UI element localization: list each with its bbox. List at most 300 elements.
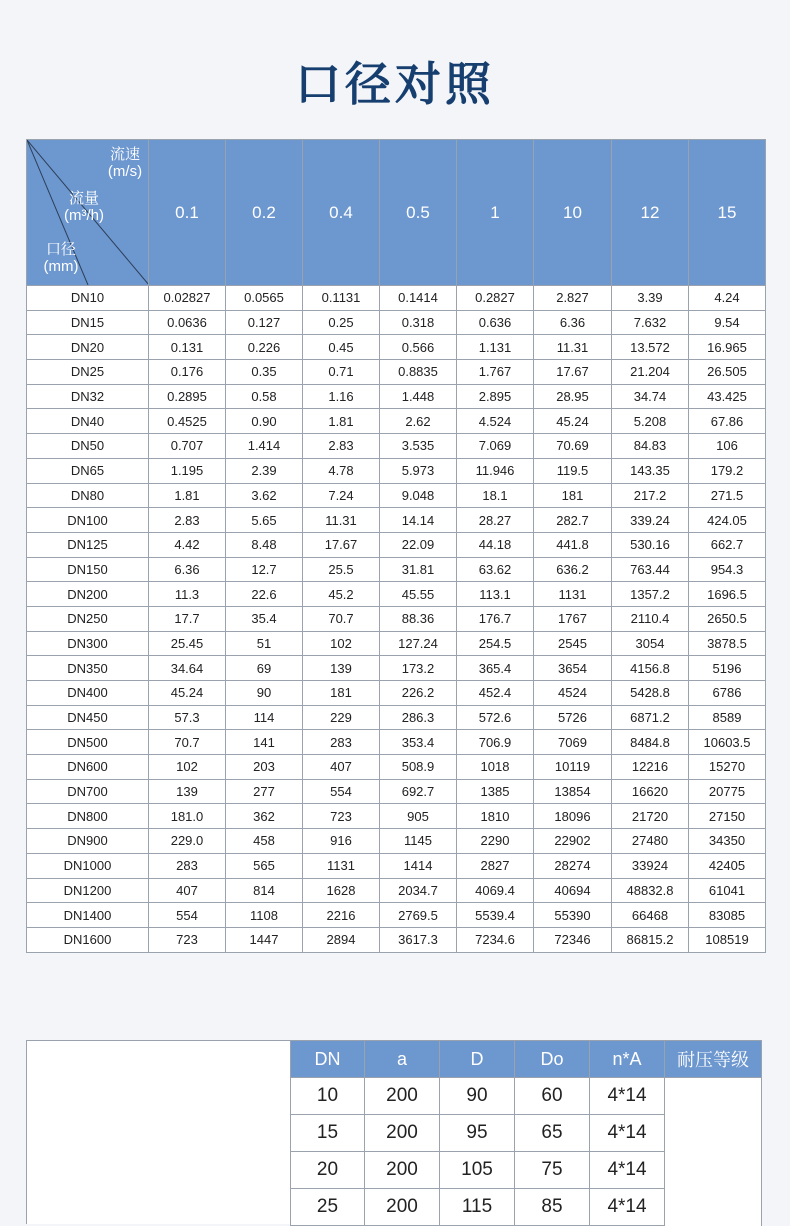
flange-spec-table <box>290 1040 762 1226</box>
flow-value-cell: 141 <box>226 730 303 755</box>
product-image-placeholder <box>26 1040 291 1224</box>
flow-value-cell: 692.7 <box>380 779 457 804</box>
table-row <box>27 903 766 928</box>
flow-value-cell: 15270 <box>689 755 766 780</box>
diameter-axis-label <box>31 241 91 275</box>
flow-value-cell: 86815.2 <box>612 927 689 952</box>
flow-value-cell: 5196 <box>689 656 766 681</box>
velocity-header: 0.4 <box>303 140 380 286</box>
flow-value-cell: 42405 <box>689 853 766 878</box>
flow-value-cell: 1447 <box>226 927 303 952</box>
flow-value-cell: 10603.5 <box>689 730 766 755</box>
flow-value-cell: 2110.4 <box>612 606 689 631</box>
flow-value-cell: 10119 <box>534 755 612 780</box>
flow-value-cell: 181.0 <box>149 804 226 829</box>
flow-value-cell: 1.414 <box>226 434 303 459</box>
flow-value-cell: 45.55 <box>380 582 457 607</box>
velocity-header: 10 <box>534 140 612 286</box>
flow-value-cell: 554 <box>303 779 380 804</box>
spec-dn-cell: 15 <box>291 1115 365 1152</box>
flow-value-cell: 45.24 <box>149 681 226 706</box>
table-row <box>27 681 766 706</box>
spec-header-pressure-grade: 耐压等级 <box>665 1041 762 1078</box>
flow-value-cell: 1385 <box>457 779 534 804</box>
flow-value-cell: 34350 <box>689 829 766 854</box>
flow-value-cell: 0.0565 <box>226 286 303 311</box>
diameter-cell: DN300 <box>27 631 149 656</box>
diameter-cell: DN15 <box>27 310 149 335</box>
flow-value-cell: 3.62 <box>226 483 303 508</box>
flow-value-cell: 25.5 <box>303 557 380 582</box>
flow-value-cell: 0.226 <box>226 335 303 360</box>
flow-value-cell: 45.24 <box>534 409 612 434</box>
flow-value-cell: 17.67 <box>534 360 612 385</box>
table-row <box>27 557 766 582</box>
flow-value-cell: 34.64 <box>149 656 226 681</box>
flow-value-cell: 3617.3 <box>380 927 457 952</box>
spec-a-cell: 200 <box>365 1115 440 1152</box>
flow-value-cell: 353.4 <box>380 730 457 755</box>
flow-value-cell: 5428.8 <box>612 681 689 706</box>
flow-value-cell: 67.86 <box>689 409 766 434</box>
flow-value-cell: 565 <box>226 853 303 878</box>
flow-value-cell: 283 <box>149 853 226 878</box>
flow-value-cell: 6871.2 <box>612 705 689 730</box>
flow-value-cell: 16.965 <box>689 335 766 360</box>
flow-value-cell: 362 <box>226 804 303 829</box>
spec-header-do: Do <box>515 1041 590 1078</box>
diameter-cell: DN150 <box>27 557 149 582</box>
flow-value-cell: 226.2 <box>380 681 457 706</box>
table-row <box>27 360 766 385</box>
flow-value-cell: 13854 <box>534 779 612 804</box>
flow-value-cell: 1.131 <box>457 335 534 360</box>
flow-value-cell: 1108 <box>226 903 303 928</box>
flow-value-cell: 916 <box>303 829 380 854</box>
flow-value-cell: 66468 <box>612 903 689 928</box>
diameter-cell: DN350 <box>27 656 149 681</box>
flow-value-cell: 0.1414 <box>380 286 457 311</box>
flow-value-cell: 8484.8 <box>612 730 689 755</box>
flow-value-cell: 108519 <box>689 927 766 952</box>
flow-value-cell: 0.35 <box>226 360 303 385</box>
table-row <box>27 508 766 533</box>
flow-value-cell: 7.632 <box>612 310 689 335</box>
diameter-cell: DN32 <box>27 384 149 409</box>
flow-rate-table <box>26 139 766 953</box>
table-row <box>27 532 766 557</box>
table-row <box>27 779 766 804</box>
flow-value-cell: 254.5 <box>457 631 534 656</box>
diameter-cell: DN10 <box>27 286 149 311</box>
diameter-cell: DN25 <box>27 360 149 385</box>
flow-value-cell: 2.83 <box>303 434 380 459</box>
flow-value-cell: 1810 <box>457 804 534 829</box>
flow-value-cell: 2827 <box>457 853 534 878</box>
flow-value-cell: 28.95 <box>534 384 612 409</box>
flow-value-cell: 0.2895 <box>149 384 226 409</box>
spec-na-cell: 4*14 <box>590 1115 665 1152</box>
table-row <box>27 755 766 780</box>
diameter-cell: DN1200 <box>27 878 149 903</box>
flow-value-cell: 16620 <box>612 779 689 804</box>
diameter-cell: DN900 <box>27 829 149 854</box>
flow-value-cell: 106 <box>689 434 766 459</box>
diameter-cell: DN1600 <box>27 927 149 952</box>
spec-header-d: D <box>440 1041 515 1078</box>
flow-value-cell: 1.81 <box>149 483 226 508</box>
flow-value-cell: 28.27 <box>457 508 534 533</box>
spec-d-cell: 105 <box>440 1152 515 1189</box>
flow-value-cell: 51 <box>226 631 303 656</box>
flow-value-cell: 0.131 <box>149 335 226 360</box>
flow-value-cell: 70.7 <box>149 730 226 755</box>
flow-value-cell: 31.81 <box>380 557 457 582</box>
spec-do-cell: 85 <box>515 1189 590 1226</box>
flow-value-cell: 176.7 <box>457 606 534 631</box>
velocity-header: 0.5 <box>380 140 457 286</box>
flow-unit: (m³/h) <box>64 207 104 224</box>
flow-value-cell: 114 <box>226 705 303 730</box>
flow-value-cell: 143.35 <box>612 458 689 483</box>
diameter-cell: DN250 <box>27 606 149 631</box>
flow-value-cell: 14.14 <box>380 508 457 533</box>
flow-value-cell: 2034.7 <box>380 878 457 903</box>
spec-a-cell: 200 <box>365 1078 440 1115</box>
velocity-axis-label <box>97 146 149 180</box>
flow-value-cell: 9.54 <box>689 310 766 335</box>
flow-value-cell: 173.2 <box>380 656 457 681</box>
diameter-cell: DN80 <box>27 483 149 508</box>
table-row <box>27 582 766 607</box>
spec-table-header-row <box>291 1041 762 1078</box>
flow-value-cell: 286.3 <box>380 705 457 730</box>
flow-value-cell: 1767 <box>534 606 612 631</box>
flow-value-cell: 0.2827 <box>457 286 534 311</box>
flow-value-cell: 8.48 <box>226 532 303 557</box>
flow-value-cell: 7.069 <box>457 434 534 459</box>
flow-value-cell: 723 <box>303 804 380 829</box>
flow-value-cell: 12.7 <box>226 557 303 582</box>
flow-value-cell: 22902 <box>534 829 612 854</box>
flow-value-cell: 43.425 <box>689 384 766 409</box>
flow-value-cell: 2.83 <box>149 508 226 533</box>
flow-value-cell: 72346 <box>534 927 612 952</box>
table-row <box>27 384 766 409</box>
flow-value-cell: 365.4 <box>457 656 534 681</box>
spec-header-na: n*A <box>590 1041 665 1078</box>
flow-value-cell: 2.827 <box>534 286 612 311</box>
flow-value-cell: 2545 <box>534 631 612 656</box>
flow-value-cell: 11.3 <box>149 582 226 607</box>
flow-value-cell: 2216 <box>303 903 380 928</box>
flow-value-cell: 181 <box>303 681 380 706</box>
flow-value-cell: 5539.4 <box>457 903 534 928</box>
table-row <box>27 409 766 434</box>
flow-value-cell: 57.3 <box>149 705 226 730</box>
flow-value-cell: 723 <box>149 927 226 952</box>
table-row <box>27 804 766 829</box>
spec-dn-cell: 25 <box>291 1189 365 1226</box>
flow-value-cell: 0.0636 <box>149 310 226 335</box>
flow-value-cell: 21720 <box>612 804 689 829</box>
spec-dn-cell: 10 <box>291 1078 365 1115</box>
spec-d-cell: 90 <box>440 1078 515 1115</box>
flow-value-cell: 4.524 <box>457 409 534 434</box>
flow-value-cell: 1.448 <box>380 384 457 409</box>
spec-na-cell: 4*14 <box>590 1189 665 1226</box>
spec-header-dn: DN <box>291 1041 365 1078</box>
spec-na-cell: 4*14 <box>590 1152 665 1189</box>
spec-do-cell: 65 <box>515 1115 590 1152</box>
table-row <box>27 434 766 459</box>
diameter-cell: DN800 <box>27 804 149 829</box>
flow-value-cell: 25.45 <box>149 631 226 656</box>
flow-value-cell: 84.83 <box>612 434 689 459</box>
flow-value-cell: 706.9 <box>457 730 534 755</box>
flow-value-cell: 5.973 <box>380 458 457 483</box>
spec-header-a: a <box>365 1041 440 1078</box>
spec-d-cell: 115 <box>440 1189 515 1226</box>
flow-value-cell: 45.2 <box>303 582 380 607</box>
flow-value-cell: 0.566 <box>380 335 457 360</box>
flow-value-cell: 69 <box>226 656 303 681</box>
flow-value-cell: 424.05 <box>689 508 766 533</box>
flow-value-cell: 11.31 <box>303 508 380 533</box>
diameter-cell: DN20 <box>27 335 149 360</box>
flow-value-cell: 20775 <box>689 779 766 804</box>
flow-value-cell: 662.7 <box>689 532 766 557</box>
page-title: 口径对照 <box>295 57 495 111</box>
velocity-header: 1 <box>457 140 534 286</box>
flow-value-cell: 1696.5 <box>689 582 766 607</box>
flow-value-cell: 2650.5 <box>689 606 766 631</box>
flow-value-cell: 554 <box>149 903 226 928</box>
flow-value-cell: 636.2 <box>534 557 612 582</box>
flow-value-cell: 21.204 <box>612 360 689 385</box>
flow-value-cell: 530.16 <box>612 532 689 557</box>
flow-value-cell: 2.62 <box>380 409 457 434</box>
flow-value-cell: 1357.2 <box>612 582 689 607</box>
spec-dn-cell: 20 <box>291 1152 365 1189</box>
flow-value-cell: 127.24 <box>380 631 457 656</box>
flow-value-cell: 458 <box>226 829 303 854</box>
diameter-unit: (mm) <box>43 258 79 275</box>
flow-value-cell: 4069.4 <box>457 878 534 903</box>
flow-value-cell: 2.895 <box>457 384 534 409</box>
table-row <box>27 829 766 854</box>
velocity-header: 12 <box>612 140 689 286</box>
flow-value-cell: 18096 <box>534 804 612 829</box>
flow-value-cell: 441.8 <box>534 532 612 557</box>
flow-value-cell: 12216 <box>612 755 689 780</box>
flow-value-cell: 1131 <box>534 582 612 607</box>
table-row <box>27 606 766 631</box>
flow-value-cell: 113.1 <box>457 582 534 607</box>
flow-value-cell: 452.4 <box>457 681 534 706</box>
velocity-header: 0.2 <box>226 140 303 286</box>
flow-value-cell: 283 <box>303 730 380 755</box>
table-row <box>27 705 766 730</box>
flow-value-cell: 90 <box>226 681 303 706</box>
flow-value-cell: 55390 <box>534 903 612 928</box>
diameter-cell: DN700 <box>27 779 149 804</box>
flow-value-cell: 88.36 <box>380 606 457 631</box>
flow-value-cell: 0.636 <box>457 310 534 335</box>
flow-value-cell: 8589 <box>689 705 766 730</box>
flow-value-cell: 0.176 <box>149 360 226 385</box>
flow-value-cell: 139 <box>149 779 226 804</box>
diameter-cell: DN50 <box>27 434 149 459</box>
flow-value-cell: 0.71 <box>303 360 380 385</box>
diameter-cell: DN400 <box>27 681 149 706</box>
flow-value-cell: 2894 <box>303 927 380 952</box>
flow-value-cell: 4524 <box>534 681 612 706</box>
flow-value-cell: 203 <box>226 755 303 780</box>
flow-value-cell: 277 <box>226 779 303 804</box>
flow-value-cell: 1.195 <box>149 458 226 483</box>
flow-value-cell: 407 <box>149 878 226 903</box>
flow-value-cell: 508.9 <box>380 755 457 780</box>
flow-value-cell: 229.0 <box>149 829 226 854</box>
flow-value-cell: 9.048 <box>380 483 457 508</box>
flow-value-cell: 13.572 <box>612 335 689 360</box>
flow-value-cell: 139 <box>303 656 380 681</box>
flow-value-cell: 40694 <box>534 878 612 903</box>
flow-value-cell: 17.7 <box>149 606 226 631</box>
velocity-header: 0.1 <box>149 140 226 286</box>
flow-value-cell: 954.3 <box>689 557 766 582</box>
flow-value-cell: 6.36 <box>149 557 226 582</box>
flow-value-cell: 2.39 <box>226 458 303 483</box>
flow-value-cell: 102 <box>149 755 226 780</box>
flow-value-cell: 1.767 <box>457 360 534 385</box>
table-row <box>27 927 766 952</box>
diameter-cell: DN600 <box>27 755 149 780</box>
flow-value-cell: 18.1 <box>457 483 534 508</box>
velocity-unit: (m/s) <box>107 163 143 180</box>
flow-value-cell: 217.2 <box>612 483 689 508</box>
flow-value-cell: 229 <box>303 705 380 730</box>
table-row <box>27 335 766 360</box>
table-row <box>291 1078 762 1115</box>
flow-value-cell: 0.8835 <box>380 360 457 385</box>
flow-value-cell: 48832.8 <box>612 878 689 903</box>
flow-value-cell: 0.4525 <box>149 409 226 434</box>
flow-value-cell: 3.39 <box>612 286 689 311</box>
flow-value-cell: 119.5 <box>534 458 612 483</box>
flow-value-cell: 572.6 <box>457 705 534 730</box>
flow-value-cell: 27150 <box>689 804 766 829</box>
spec-do-cell: 75 <box>515 1152 590 1189</box>
flow-value-cell: 2769.5 <box>380 903 457 928</box>
flow-value-cell: 905 <box>380 804 457 829</box>
flow-value-cell: 28274 <box>534 853 612 878</box>
flow-value-cell: 17.67 <box>303 532 380 557</box>
flow-value-cell: 0.127 <box>226 310 303 335</box>
table-row <box>27 631 766 656</box>
diameter-cell: DN125 <box>27 532 149 557</box>
flow-value-cell: 34.74 <box>612 384 689 409</box>
flow-value-cell: 271.5 <box>689 483 766 508</box>
flow-value-cell: 0.1131 <box>303 286 380 311</box>
flow-value-cell: 22.09 <box>380 532 457 557</box>
diameter-cell: DN1400 <box>27 903 149 928</box>
flow-value-cell: 0.707 <box>149 434 226 459</box>
flow-value-cell: 1145 <box>380 829 457 854</box>
flow-table-header-row <box>27 140 766 286</box>
flow-value-cell: 3054 <box>612 631 689 656</box>
flow-value-cell: 35.4 <box>226 606 303 631</box>
flow-value-cell: 3.535 <box>380 434 457 459</box>
diameter-label: 口径 <box>45 241 76 258</box>
flow-value-cell: 44.18 <box>457 532 534 557</box>
flow-value-cell: 339.24 <box>612 508 689 533</box>
flow-value-cell: 70.7 <box>303 606 380 631</box>
flow-value-cell: 7.24 <box>303 483 380 508</box>
flow-value-cell: 1.16 <box>303 384 380 409</box>
flow-value-cell: 282.7 <box>534 508 612 533</box>
flow-value-cell: 0.58 <box>226 384 303 409</box>
spec-a-cell: 200 <box>365 1189 440 1226</box>
table-row <box>27 458 766 483</box>
flow-value-cell: 11.31 <box>534 335 612 360</box>
flow-value-cell: 11.946 <box>457 458 534 483</box>
flow-value-cell: 7069 <box>534 730 612 755</box>
flow-value-cell: 0.90 <box>226 409 303 434</box>
table-row <box>27 656 766 681</box>
diameter-cell: DN200 <box>27 582 149 607</box>
flow-value-cell: 4.24 <box>689 286 766 311</box>
table-row <box>27 483 766 508</box>
spec-a-cell: 200 <box>365 1152 440 1189</box>
flow-value-cell: 0.318 <box>380 310 457 335</box>
table-row <box>27 286 766 311</box>
flow-label: 流量 <box>68 190 99 207</box>
spec-na-cell: 4*14 <box>590 1078 665 1115</box>
flow-value-cell: 0.25 <box>303 310 380 335</box>
flow-value-cell: 6.36 <box>534 310 612 335</box>
flow-value-cell: 70.69 <box>534 434 612 459</box>
flow-value-cell: 33924 <box>612 853 689 878</box>
flow-value-cell: 61041 <box>689 878 766 903</box>
flow-value-cell: 179.2 <box>689 458 766 483</box>
flow-axis-label <box>49 190 119 224</box>
flow-table-body <box>27 286 766 953</box>
table-row <box>27 310 766 335</box>
flow-value-cell: 3878.5 <box>689 631 766 656</box>
flow-value-cell: 63.62 <box>457 557 534 582</box>
diameter-cell: DN65 <box>27 458 149 483</box>
spec-pressure-grade-cell <box>665 1078 762 1226</box>
flow-value-cell: 4156.8 <box>612 656 689 681</box>
flow-value-cell: 3654 <box>534 656 612 681</box>
flow-value-cell: 5726 <box>534 705 612 730</box>
flow-value-cell: 7234.6 <box>457 927 534 952</box>
flow-value-cell: 814 <box>226 878 303 903</box>
table-row <box>27 878 766 903</box>
corner-header-cell <box>27 140 149 286</box>
table-row <box>27 730 766 755</box>
flow-value-cell: 1131 <box>303 853 380 878</box>
flow-value-cell: 5.65 <box>226 508 303 533</box>
spec-do-cell: 60 <box>515 1078 590 1115</box>
flow-value-cell: 1414 <box>380 853 457 878</box>
flow-value-cell: 1.81 <box>303 409 380 434</box>
flow-value-cell: 0.02827 <box>149 286 226 311</box>
velocity-label: 流速 <box>109 146 140 163</box>
diameter-cell: DN1000 <box>27 853 149 878</box>
